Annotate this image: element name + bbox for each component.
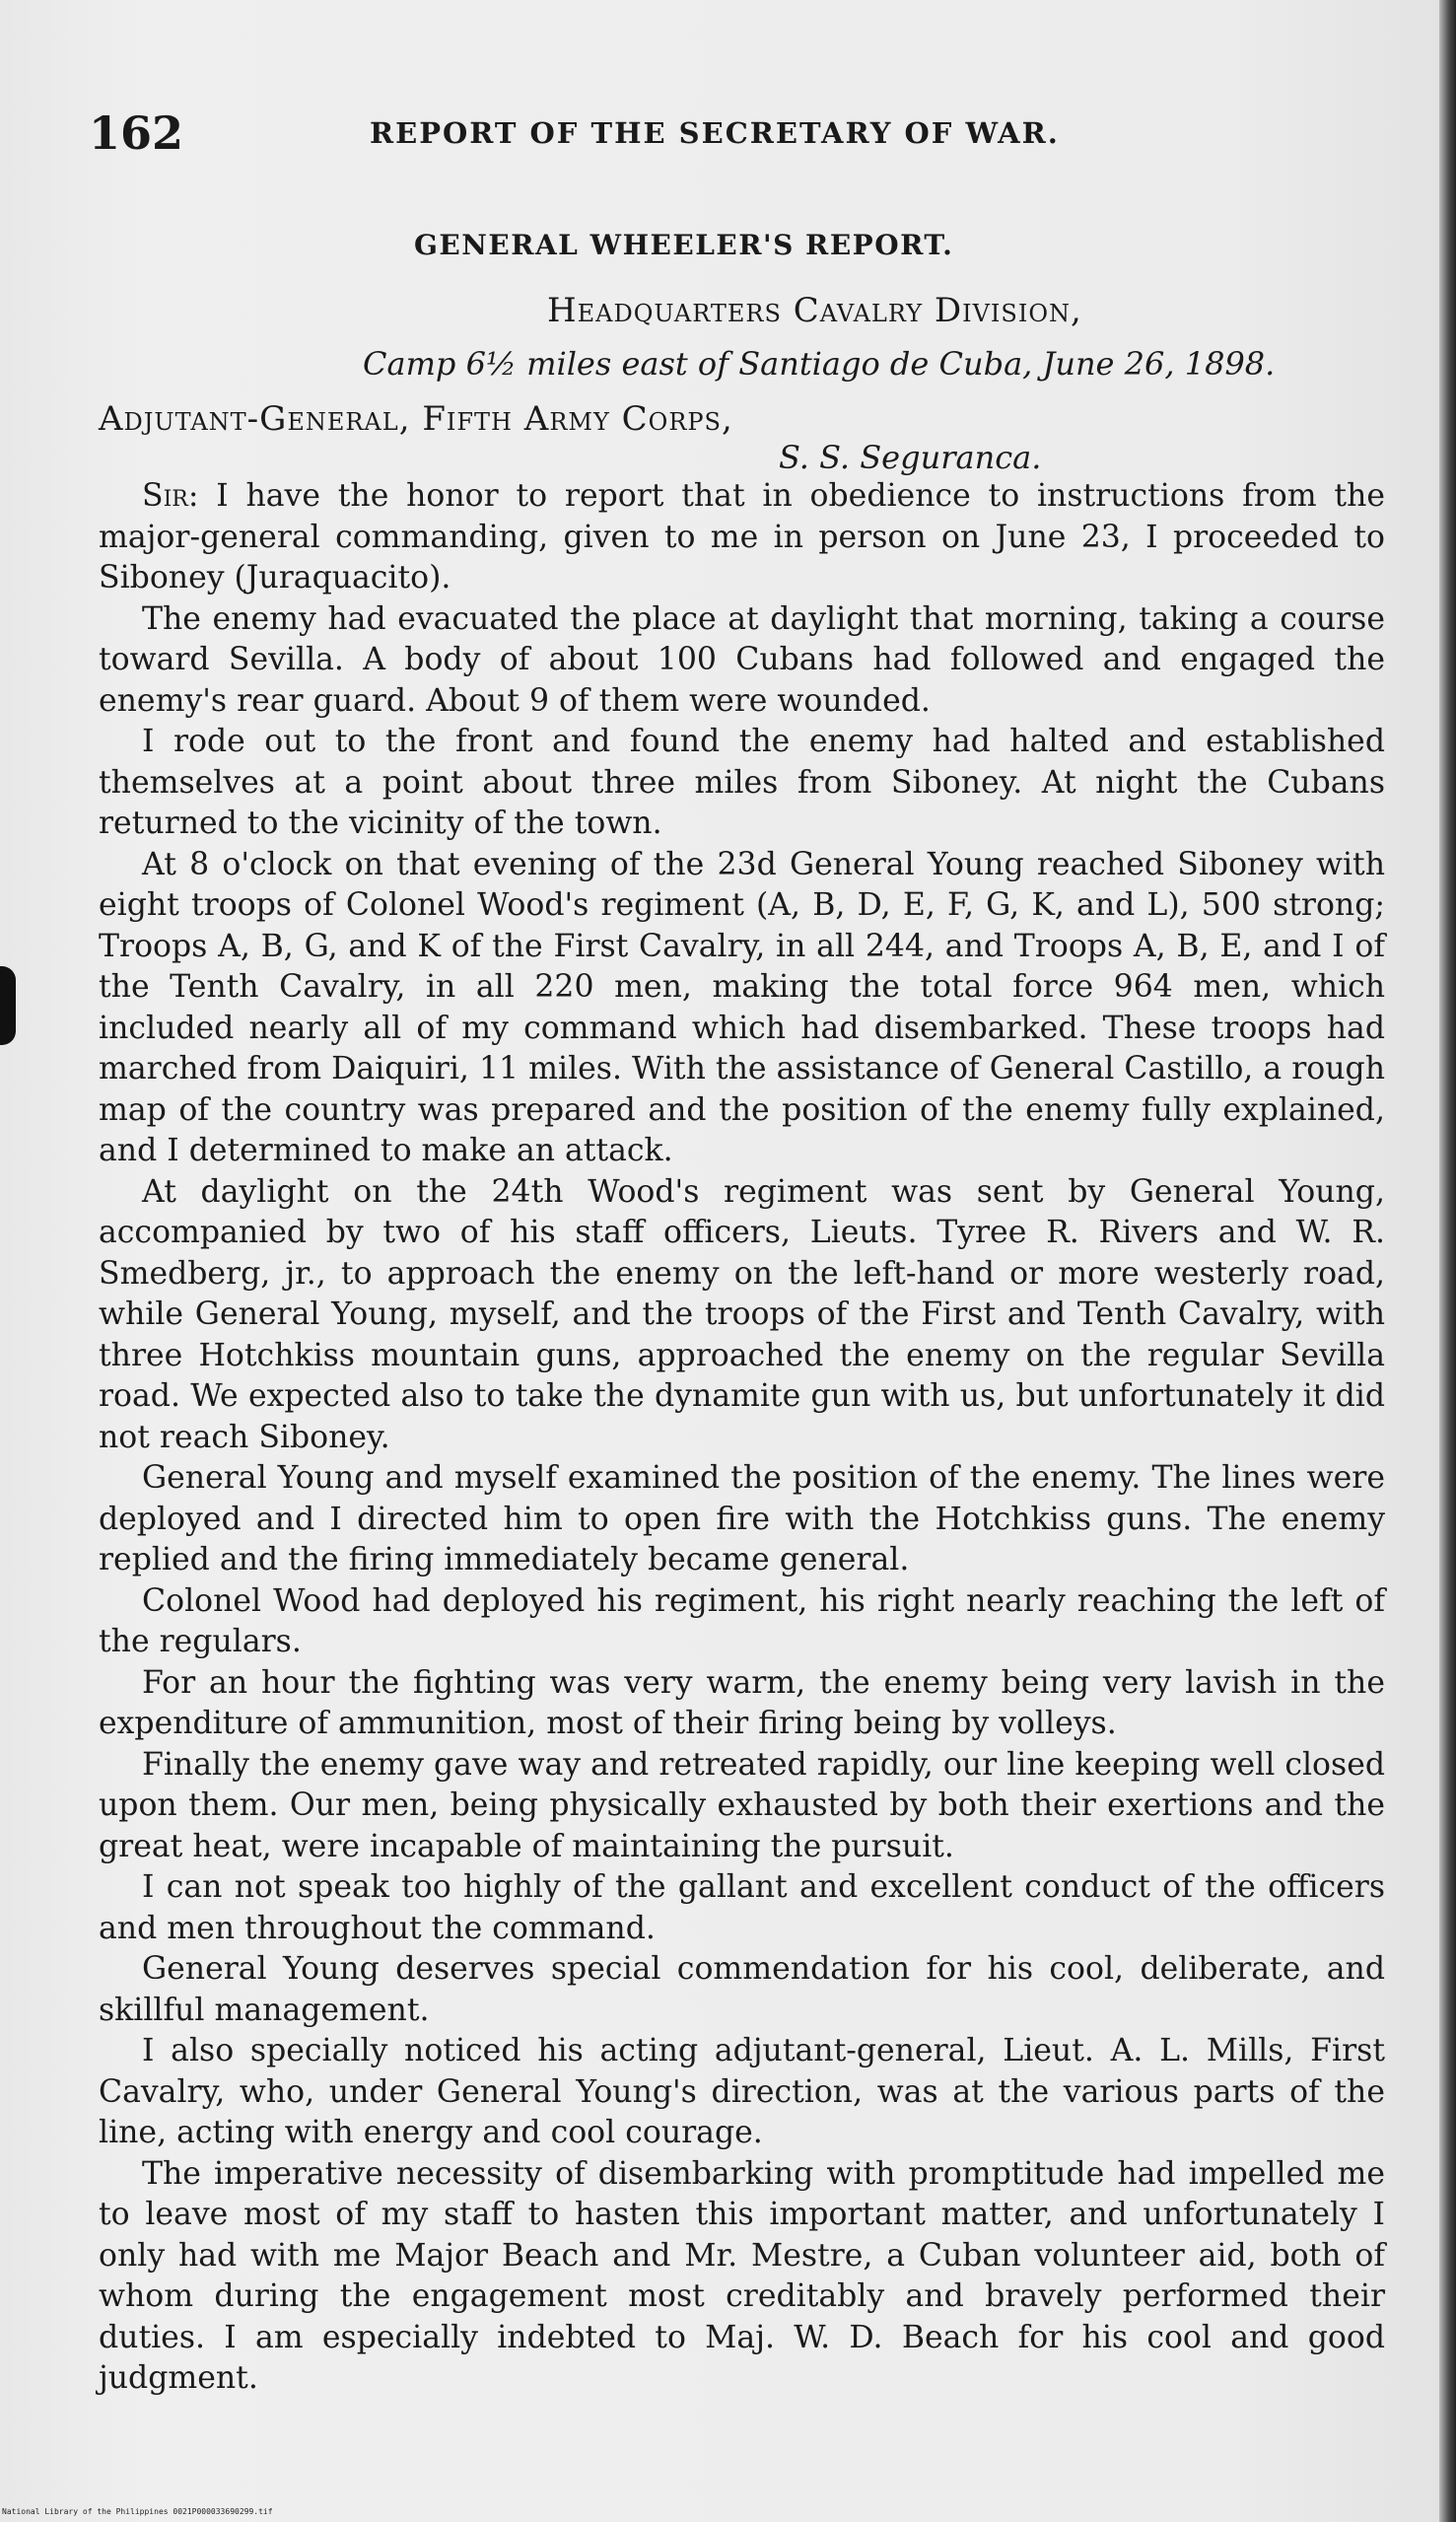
paragraph: I can not speak too highly of the gallant and excellent conduct of the officers and men throughout the command. [99,1869,1385,1946]
paragraph: The imperative necessity of disembarking with promptitude had impelled me to leave most of my staff to hasten this important matter, and unfortunately I only had with me Major Beach and Mr. Mestre, a Cuban volunteer aid, both of whom during the engagement most creditably and bravely performed their duties. I am especially indebted to Maj. W. D. Beach for his cool and good judgment. [99,2155,1385,2396]
addressee-line: Adjutant-General, Fifth Army Corps, [99,399,733,439]
addressee-ship: S. S. Seguranca. [779,439,1042,476]
binding-mark [0,966,16,1045]
page-number: 162 [89,106,184,160]
report-body [99,476,1385,2400]
running-head: REPORT OF THE SECRETARY OF WAR. [370,116,1060,150]
paragraph: The enemy had evacuated the place at daylight that morning, taking a course toward Sevilla. A body of about 100 Cubans had followed and engaged the enemy's rear guard. About 9 of them were wounded. [99,600,1385,719]
paragraph [99,476,1385,599]
paragraph: Colonel Wood had deployed his regiment, his right nearly reaching the left of the regulars. [99,1582,1385,1659]
section-title: GENERAL WHEELER'S REPORT. [414,229,954,261]
paragraph: General Young and myself examined the position of the enemy. The lines were deployed and I directed him to open fire with the Hotchkiss guns. The enemy replied and the firing immediately became general. [99,1460,1385,1577]
paragraph: I rode out to the front and found the enemy had halted and established themselves at a point about three miles from Siboney. At night the Cubans returned to the vicinity of the town. [99,724,1385,841]
dateline-headquarters: Headquarters Cavalry Division, [547,291,1082,330]
paragraph: Finally the enemy gave way and retreated rapidly, our line keeping well closed upon them. Our men, being physically exhausted by both their exertions and the great heat, were incapable of maintaining the pursuit. [99,1746,1385,1864]
paragraph-text: I have the honor to report that in obedience to instructions from the major-general commanding, given to me in person on June 23, I proceeded to Siboney (Juraquacito). [99,478,1385,595]
page-edge-shadow [1439,0,1456,2522]
page-header [89,106,1390,166]
paragraph: General Young deserves special commendation for his cool, deliberate, and skillful management. [99,1951,1385,2028]
paragraph: At daylight on the 24th Wood's regiment was sent by General Young, accompanied by two of his staff officers, Lieuts. Tyree R. Rivers and W. R. Smedberg, jr., to approach the enemy on the left-hand or more westerly road, while General Young, myself, and the troops of the First and Tenth Cavalry, with three Hotchkiss mountain guns, approached the enemy on the regular Sevilla road. We expected also to take the dynamite gun with us, but unfortunately it did not reach Siboney. [99,1173,1385,1455]
paragraph: At 8 o'clock on that evening of the 23d General Young reached Siboney with eight troops of Colonel Wood's regiment (A, B, D, E, F, G, K, and L), 500 strong; Troops A, B, G, and K of the First Cavalry, in all 244, and Troops A, B, E, and I of the Tenth Cavalry, in all 220 men, making the total force 964 men, which included nearly all of my command which had disembarked. These troops had marched from Daiquiri, 11 miles. With the assistance of General Castillo, a rough map of the country was prepared and the position of the enemy fully explained, and I determined to make an attack. [99,846,1385,1168]
dateline-camp: Camp 6½ miles east of Santiago de Cuba, June 26, 1898. [363,345,1276,383]
paragraph: I also specially noticed his acting adjutant-general, Lieut. A. L. Mills, First Cavalry, who, under General Young's direction, was at the various parts of the line, acting with energy and cool courage. [99,2033,1385,2150]
paragraph: For an hour the fighting was very warm, the enemy being very lavish in the expenditure of ammunition, most of their firing being by volleys. [99,1664,1385,1741]
salutation: Sir: [142,478,199,514]
scan-footer: National Library of the Philippines 0021P000033690299.tif [2,2507,273,2516]
